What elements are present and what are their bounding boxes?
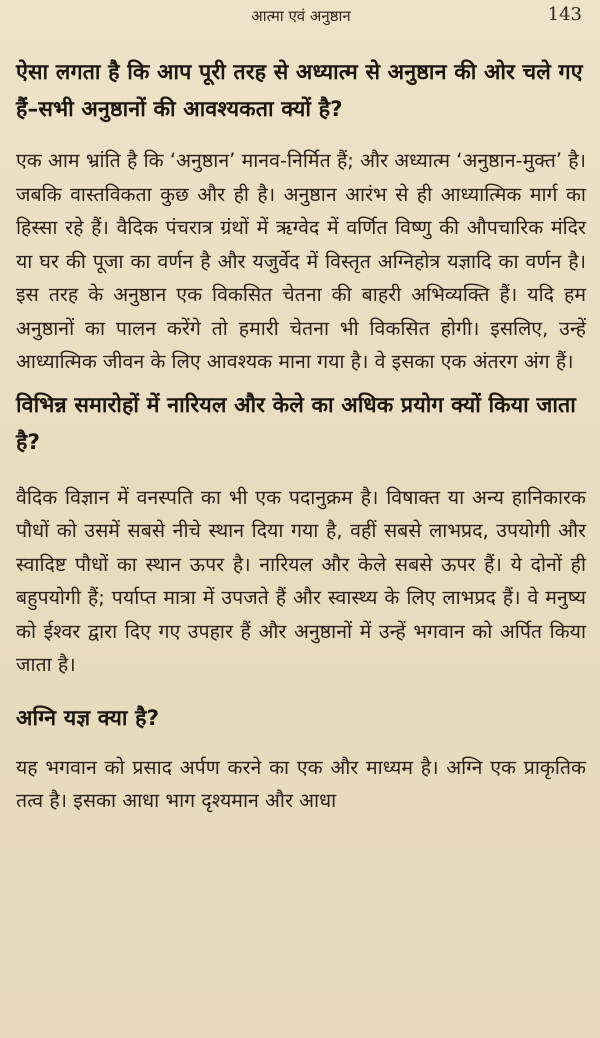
question-heading: ऐसा लगता है कि आप पूरी तरह से अध्यात्म से अनुष्ठान की ओर चले गए हैं–सभी अनुष्ठानों की आवश्यकता क्यों है? — [16, 60, 583, 122]
page-number: 143 — [547, 4, 582, 25]
chapter-title: आत्मा एवं अनुष्ठान — [251, 7, 351, 25]
answer-paragraph: यह भगवान को प्रसाद अर्पण करने का एक और माध्यम है। अग्नि एक प्राकृतिक तत्व है। इसका आधा भाग दृश्यमान और आधा — [16, 755, 586, 812]
question-heading: विभिन्न समारोहों में नारियल और केले का अधिक प्रयोग क्यों किया जाता है? — [16, 392, 576, 455]
answer-paragraph: एक आम भ्रांति है कि ‘अनुष्ठान’ मानव-निर्मित हैं; और अध्यात्म ‘अनुष्ठान-मुक्त’ है। जबकि वास्तविकता कुछ और ही है। अनुष्ठान आरंभ से ही आध्यात्मिक मार्ग का हिस्सा रहे हैं। वैदिक पंचरात्र ग्रंथों में ऋग्वेद में वर्णित विष्णु की औपचारिक मंदिर या घर की पूजा का वर्णन है और यजुर्वेद में विस्तृत अग्निहोत्र यज्ञादि का वर्णन है। इस तरह के अनुष्ठान एक विकसित चेतना की बाहरी अभिव्यक्ति हैं। यदि हम अनुष्ठानों का पालन करेंगे तो हमारी चेतना भी विकसित होगी। इसलिए, उन्हें आध्यात्मिक जीवन के लिए आवश्यक माना गया है। वे इसका एक अंतरग अंग हैं। — [16, 149, 586, 373]
running-header — [16, 0, 586, 34]
answer-paragraph: वैदिक विज्ञान में वनस्पति का भी एक पदानुक्रम है। विषाक्त या अन्य हानिकारक पौधों को उसमें सबसे नीचे स्थान दिया गया है, वहीं सबसे लाभप्रद, उपयोगी और स्वादिष्ट पौधों का स्थान ऊपर है। नारियल और केले सबसे ऊपर हैं। ये दोनों ही बहुपयोगी हैं; पर्याप्त मात्रा में उपजते हैं और स्वास्थ्य के लिए लाभप्रद हैं। वे मनुष्य को ईश्वर द्वारा दिए गए उपहार हैं और अनुष्ठानों में उन्हें भगवान को अर्पित किया जाता है। — [16, 485, 586, 676]
question-heading: अग्नि यज्ञ क्या है? — [16, 705, 160, 731]
